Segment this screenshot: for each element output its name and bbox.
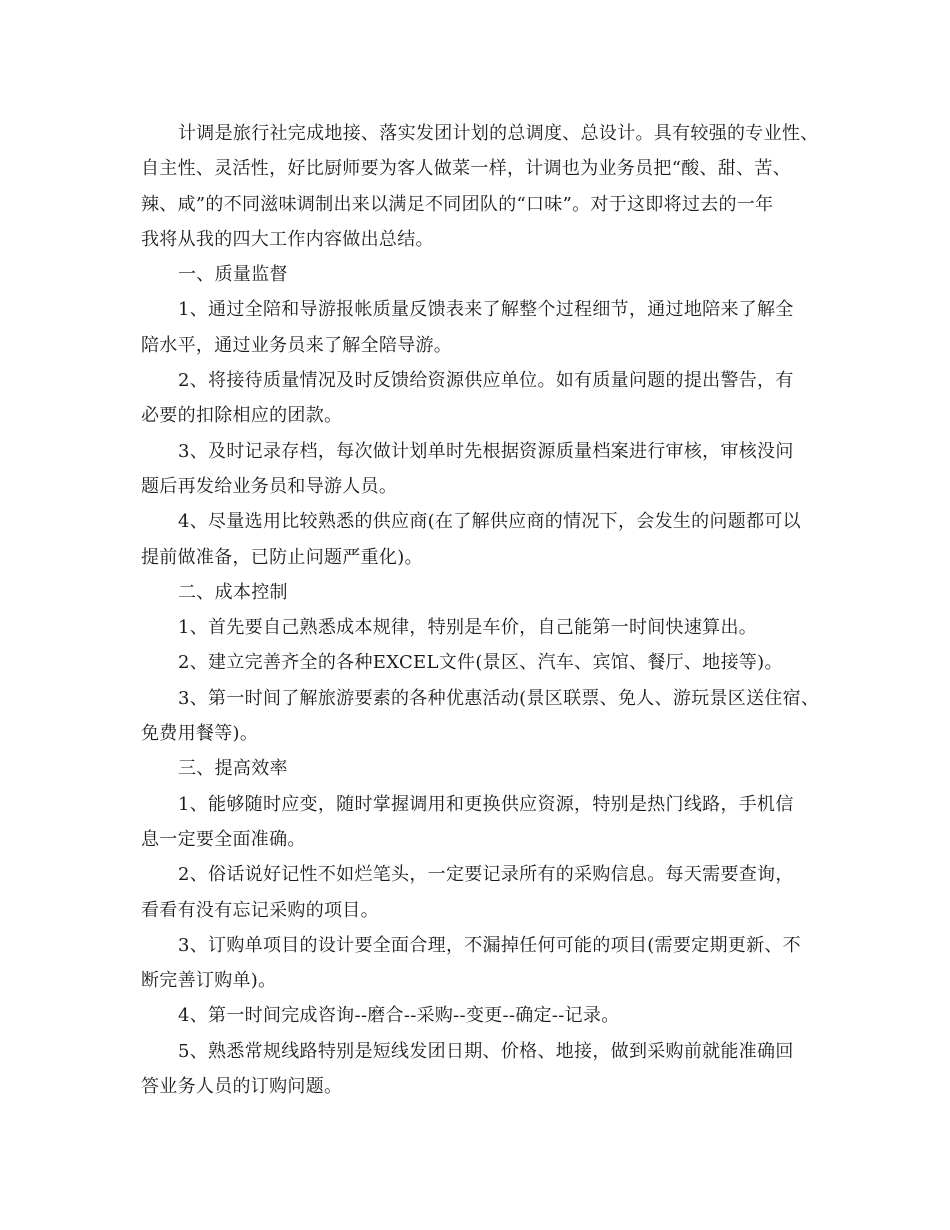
text-line: 一、质量监督	[178, 264, 288, 286]
document-body	[141, 116, 841, 1104]
text-line: 1、能够随时应变，随时掌握调用和更换供应资源，特别是热门线路，手机信	[178, 793, 794, 815]
text-line: 5、熟悉常规线路特别是短线发团日期、价格、地接，做到采购前就能准确回	[178, 1040, 794, 1062]
text-line: 1、通过全陪和导游报帐质量反馈表来了解整个过程细节，通过地陪来了解全	[178, 299, 794, 321]
text-line: 免费用餐等)。	[141, 723, 259, 745]
text-line: 答业务人员的订购问题。	[141, 1076, 343, 1098]
text-line: 3、及时记录存档，每次做计划单时先根据资源质量档案进行审核，审核没问	[178, 440, 794, 462]
text-line: 计调是旅行社完成地接、落实发团计划的总调度、总设计。具有较强的专业性、	[178, 123, 819, 144]
text-line: 1、首先要自己熟悉成本规律，特别是车价，自己能第一时间快速算出。	[178, 617, 758, 639]
text-line: 我将从我的四大工作内容做出总结。	[141, 228, 434, 250]
text-line: 提前做准备，已防止问题严重化)。	[141, 546, 423, 568]
text-line: 看看有没有忘记采购的项目。	[141, 899, 379, 921]
text-line: 自主性、灵活性，好比厨师要为客人做菜一样，计调也为业务员把“酸、甜、苦、	[141, 158, 791, 180]
text-line: 2、俗话说好记性不如烂笔头，一定要记录所有的采购信息。每天需要查询，	[178, 864, 794, 886]
text-line: 陪水平，通过业务员来了解全陪导游。	[141, 334, 453, 356]
text-line: 题后再发给业务员和导游人员。	[141, 475, 398, 497]
text-line: 2、将接待质量情况及时反馈给资源供应单位。如有质量问题的提出警告，有	[178, 370, 794, 392]
text-line: 3、订购单项目的设计要全面合理，不漏掉任何可能的项目(需要定期更新、不	[178, 934, 801, 956]
text-line: 2、建立完善齐全的各种EXCEL文件(景区、汽车、宾馆、餐厅、地接等)。	[178, 652, 783, 674]
text-line: 辣、咸”的不同滋味调制出来以满足不同团队的“口味”。对于这即将过去的一年	[141, 193, 774, 215]
text-line: 二、成本控制	[178, 581, 288, 603]
text-line: 必要的扣除相应的团款。	[141, 405, 343, 427]
text-line: 3、第一时间了解旅游要素的各种优惠活动(景区联票、免人、游玩景区送住宿、	[178, 687, 820, 709]
text-line: 三、提高效率	[178, 758, 288, 780]
text-line: 断完善订购单)。	[141, 970, 277, 992]
text-line: 4、尽量选用比较熟悉的供应商(在了解供应商的情况下，会发生的问题都可以	[178, 511, 801, 533]
text-line: 息一定要全面准确。	[141, 828, 306, 850]
text-line: 4、第一时间完成咨询--磨合--采购--变更--确定--记录。	[178, 1005, 620, 1027]
